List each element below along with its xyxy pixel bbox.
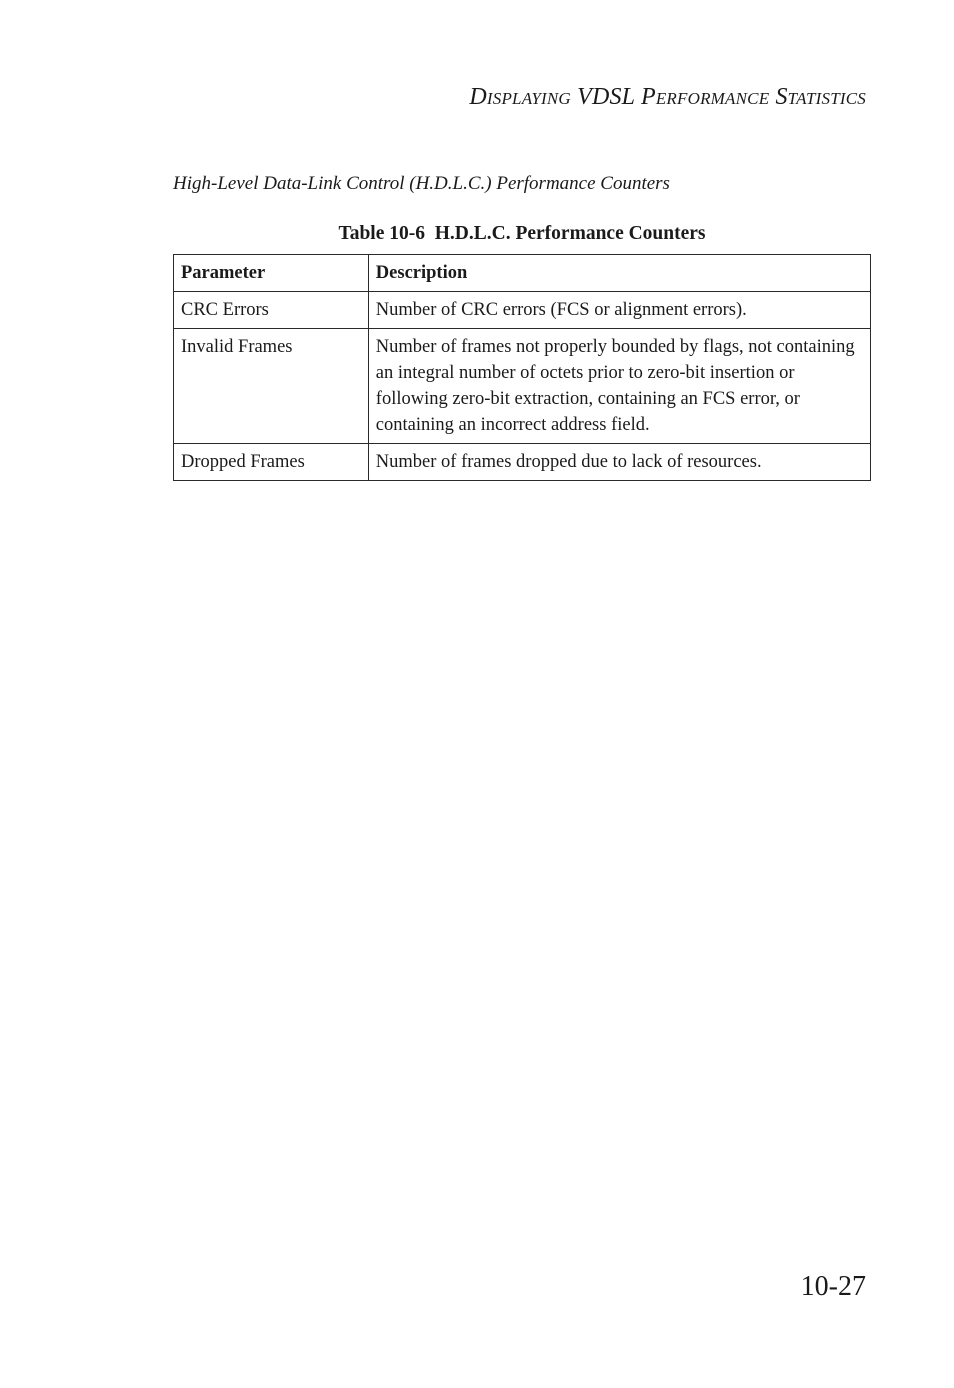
performance-counters-table	[173, 254, 871, 481]
table-header-row	[174, 255, 871, 292]
section-heading: High-Level Data-Link Control (H.D.L.C.) Performance Counters	[173, 173, 670, 194]
parameter-cell: Dropped Frames	[174, 444, 369, 481]
column-header-parameter: Parameter	[174, 255, 369, 292]
table-caption: Table 10-6 H.D.L.C. Performance Counters	[338, 223, 706, 244]
table-row	[174, 292, 871, 329]
table-row	[174, 329, 871, 444]
table-row	[174, 444, 871, 481]
description-cell: Number of frames not properly bounded by flags, not containing an integral number of octets prior to zero-bit insertion or following zero-bit extraction, containing an FCS error, or containing an incorrect address field.	[368, 329, 870, 444]
parameter-cell: Invalid Frames	[174, 329, 369, 444]
description-cell: Number of frames dropped due to lack of resources.	[368, 444, 870, 481]
description-cell: Number of CRC errors (FCS or alignment errors).	[368, 292, 870, 329]
running-header: Displaying VDSL Performance Statistics	[469, 84, 866, 110]
column-header-description: Description	[368, 255, 870, 292]
page-number: 10-27	[800, 1271, 866, 1302]
parameter-cell: CRC Errors	[174, 292, 369, 329]
